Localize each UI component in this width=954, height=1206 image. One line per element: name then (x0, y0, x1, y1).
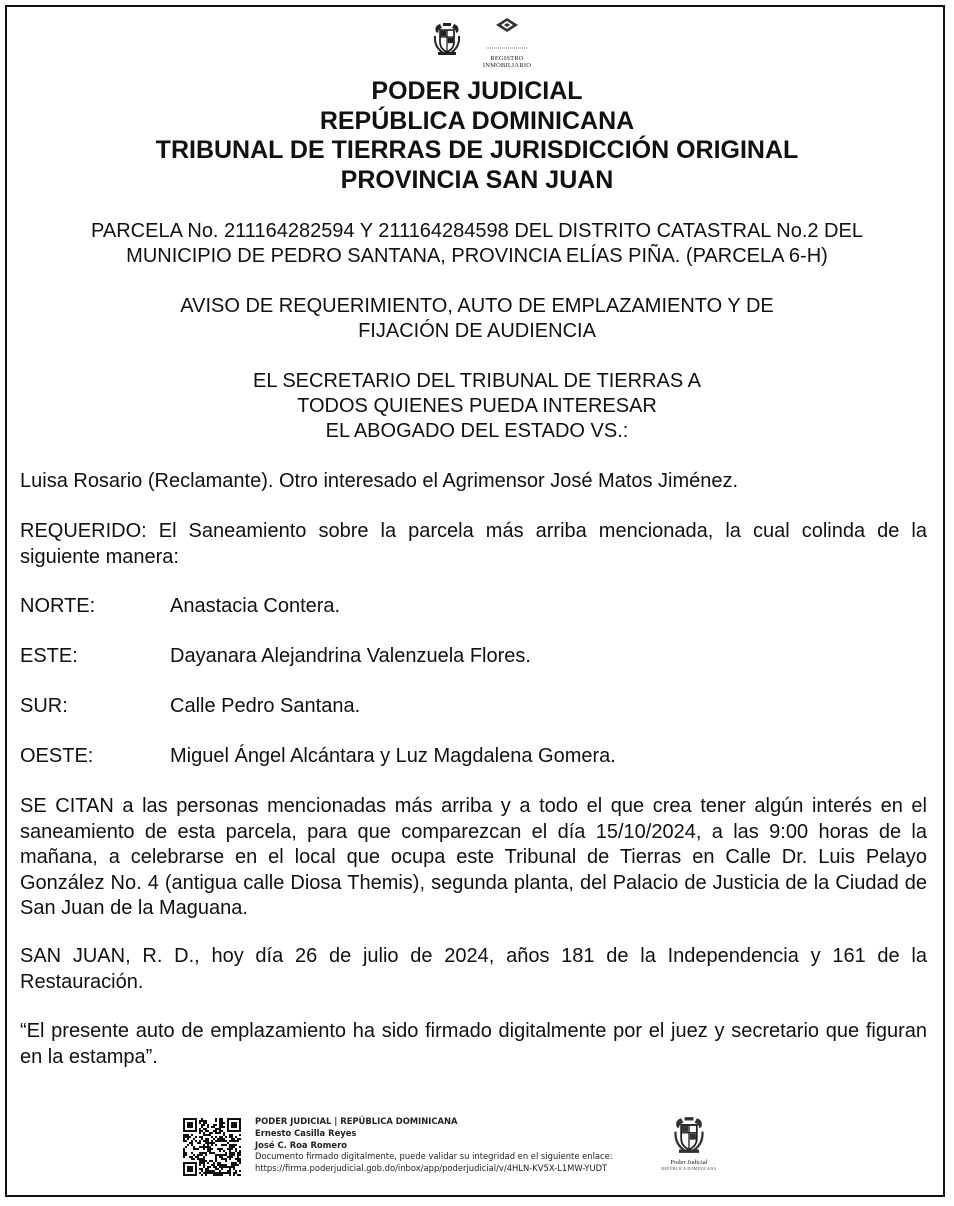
firma-nota-paragraph: “El presente auto de emplazamiento ha sido firmado digitalmente por el juez y secretario que figuran en la estampa”. (20, 1020, 927, 1068)
signature-judge-name: Ernesto Casilla Reyes (255, 1127, 357, 1138)
secretario-line-1: EL SECRETARIO DEL TRIBUNAL DE TIERRAS A (253, 370, 701, 392)
colindancia-value: Anastacia Contera. (170, 595, 341, 617)
poder-judicial-seal-icon (672, 1116, 706, 1154)
registro-label: REGISTRO (490, 55, 524, 62)
seal-caption: Poder Judicial (670, 1159, 708, 1166)
top-logos (430, 18, 540, 69)
seal-subcaption: REPÚBLICA DOMINICANA (661, 1166, 717, 1171)
colindancia-value: Dayanara Alejandrina Valenzuela Flores. (170, 645, 531, 667)
parcela-line-2: MUNICIPIO DE PEDRO SANTANA, PROVINCIA ELÍAS PIÑA. (PARCELA 6-H) (126, 245, 828, 267)
signature-institution: PODER JUDICIAL | REPÚBLICA DOMINICANA (255, 1116, 458, 1126)
digital-signature-stamp (183, 1116, 743, 1178)
citacion-paragraph: SE CITAN a las personas mencionadas más arriba y a todo el que crea tener algún interés en el saneamiento de esta parcela, para que comparezcan el día 15/10/2024, a las 9:00 horas de la mañana, a celebrarse en el local que ocupa este Tribunal de Tierras en Calle Dr. Luis Pelayo González No. 4 (antigua calle Diosa Themis), segunda planta, del Palacio de Justicia de la Ciudad de San Juan de la Maguana. (20, 795, 927, 919)
colindancia-label: OESTE: (20, 745, 94, 767)
aviso-line-1: AVISO DE REQUERIMIENTO, AUTO DE EMPLAZAMIENTO Y DE (180, 295, 774, 317)
header-tribunal: TRIBUNAL DE TIERRAS DE JURISDICCIÓN ORIGINAL (155, 136, 799, 164)
colindancia-label: SUR: (20, 695, 68, 717)
requerido-paragraph: REQUERIDO: El Saneamiento sobre la parcela más arriba mencionada, la cual colinda de la siguiente manera: (20, 520, 927, 568)
reclamante-paragraph: Luisa Rosario (Reclamante). Otro interesado el Agrimensor José Matos Jiménez. (20, 470, 739, 492)
header-poder-judicial: PODER JUDICIAL (371, 77, 583, 105)
header-provincia: PROVINCIA SAN JUAN (340, 165, 614, 194)
signature-text-block (255, 1116, 655, 1175)
registro-inmobiliario-logo (478, 18, 536, 69)
colindancia-este (20, 644, 927, 669)
signature-validation-note: Documento firmado digitalmente, puede validar su integridad en el siguiente enlace: (255, 1151, 613, 1162)
secretario-line-3: EL ABOGADO DEL ESTADO VS.: (325, 420, 629, 442)
colindancia-oeste (20, 744, 927, 769)
signature-secretary-name: José C. Roa Romero (255, 1139, 347, 1150)
inmobiliario-label: INMOBILIARIO (482, 62, 532, 69)
colindancia-label: NORTE: (20, 595, 96, 617)
registro-diamond-icon (492, 18, 522, 32)
colindancia-label: ESTE: (20, 645, 78, 667)
colindancia-sur (20, 694, 927, 719)
colindancia-norte (20, 594, 927, 619)
qr-code-icon[interactable] (183, 1118, 241, 1176)
poder-judicial-seal (661, 1116, 717, 1176)
parcela-line-1: PARCELA No. 211164282594 Y 211164284598 DEL DISTRITO CATASTRAL No.2 DEL (91, 220, 863, 242)
aviso-line-2: FIJACIÓN DE AUDIENCIA (358, 320, 596, 342)
signature-validation-link[interactable]: https://firma.poderjudicial.gob.do/inbox/app/poderjudicial/v/4HLN-KV5X-L1MW-YUDT (255, 1163, 608, 1174)
colindancia-value: Miguel Ángel Alcántara y Luz Magdalena Gomera. (170, 745, 616, 767)
fecha-paragraph: SAN JUAN, R. D., hoy día 26 de julio de 2024, años 181 de la Independencia y 161 de la Restauración. (20, 945, 927, 993)
coat-of-arms-icon (432, 22, 462, 56)
header-republica: REPÚBLICA DOMINICANA (319, 106, 635, 135)
secretario-line-2: TODOS QUIENES PUEDA INTERESAR (297, 395, 657, 417)
registro-rule (484, 46, 530, 50)
colindancia-value: Calle Pedro Santana. (170, 695, 361, 717)
